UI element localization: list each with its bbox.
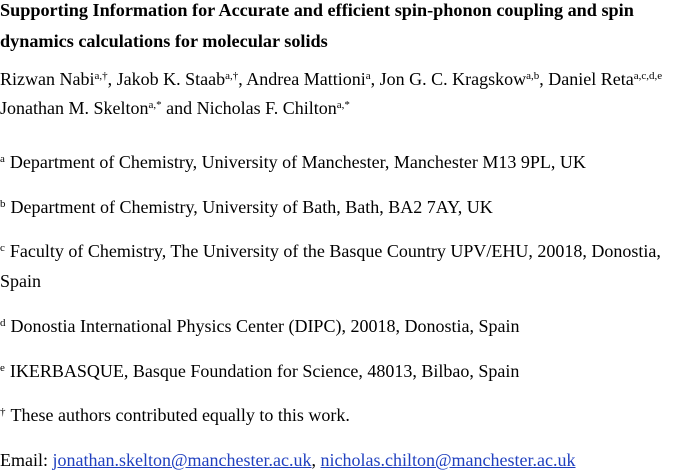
author-marks: a,c,d,e — [633, 70, 663, 82]
author-name: Daniel Reta — [548, 69, 634, 89]
author-name: Jonathan M. Skelton — [0, 98, 149, 118]
author-marks: a,† — [94, 70, 108, 82]
author-marks: a,† — [225, 70, 239, 82]
author-name: Andrea Mattioni — [246, 69, 366, 89]
affiliation-text: Donostia International Physics Center (DIPC), 20018, Donostia, Spain — [10, 316, 520, 336]
affiliation-mark: a — [0, 153, 5, 165]
author-name: Rizwan Nabi — [0, 69, 95, 89]
affiliation-mark: e — [0, 362, 5, 374]
affiliation-e — [0, 360, 519, 382]
affiliation-c-continued: Spain — [0, 271, 42, 291]
author-marks: a,* — [148, 99, 162, 111]
author-line-1: Rizwan Nabi$^{a,\dagger}$, Jakob K. Staab$^{a,\dagger}$, Andrea Mattioni$^a$, Jon G. C. Kragskow$^{a,b}$, Daniel Reta$^{a,c,d,e}$ — [0, 69, 663, 89]
affiliation-mark: d — [0, 317, 6, 329]
title-line-2: dynamics calculations for molecular solids — [0, 31, 328, 51]
author-name: Jon G. C. Kragskow — [379, 69, 527, 89]
affiliation-c — [0, 240, 661, 262]
affiliation-text: Faculty of Chemistry, The University of the Basque Country UPV/EHU, 20018, Donostia, — [9, 241, 661, 261]
email-label: Email: — [0, 450, 48, 470]
email-line: Email: jonathan.skelton@manchester.ac.uk, nicholas.chilton@manchester.ac.uk — [0, 450, 576, 470]
affiliation-mark: c — [0, 242, 5, 254]
author-marks: a — [365, 70, 371, 82]
affiliation-text: Department of Chemistry, University of Manchester, Manchester M13 9PL, UK — [9, 152, 586, 172]
title-line-1: Supporting Information for Accurate and efficient spin-phonon coupling and spin — [0, 0, 634, 20]
dagger-mark: † — [0, 406, 6, 418]
author-marks: a,* — [336, 99, 350, 111]
author-marks: a,b — [526, 70, 540, 82]
affiliation-text: IKERBASQUE, Basque Foundation for Science, 48013, Bilbao, Spain — [9, 361, 520, 381]
equal-contribution-note — [0, 404, 350, 426]
equal-contribution-text: These authors contributed equally to this work. — [10, 405, 350, 425]
author-name: Nicholas F. Chilton — [196, 98, 337, 118]
email-link-skelton[interactable]: jonathan.skelton@manchester.ac.uk — [52, 450, 312, 470]
affiliation-text: Department of Chemistry, University of Bath, Bath, BA2 7AY, UK — [10, 197, 493, 217]
affiliation-d — [0, 315, 519, 337]
affiliation-a — [0, 151, 586, 173]
author-name: Jakob K. Staab — [116, 69, 226, 89]
affiliation-mark: b — [0, 198, 6, 210]
affiliation-b — [0, 196, 493, 218]
email-link-chilton[interactable]: nicholas.chilton@manchester.ac.uk — [320, 450, 576, 470]
author-line-2: Jonathan M. Skelton$^{a,*}$ and Nicholas F. Chilton$^{a,*}$ — [0, 98, 350, 118]
